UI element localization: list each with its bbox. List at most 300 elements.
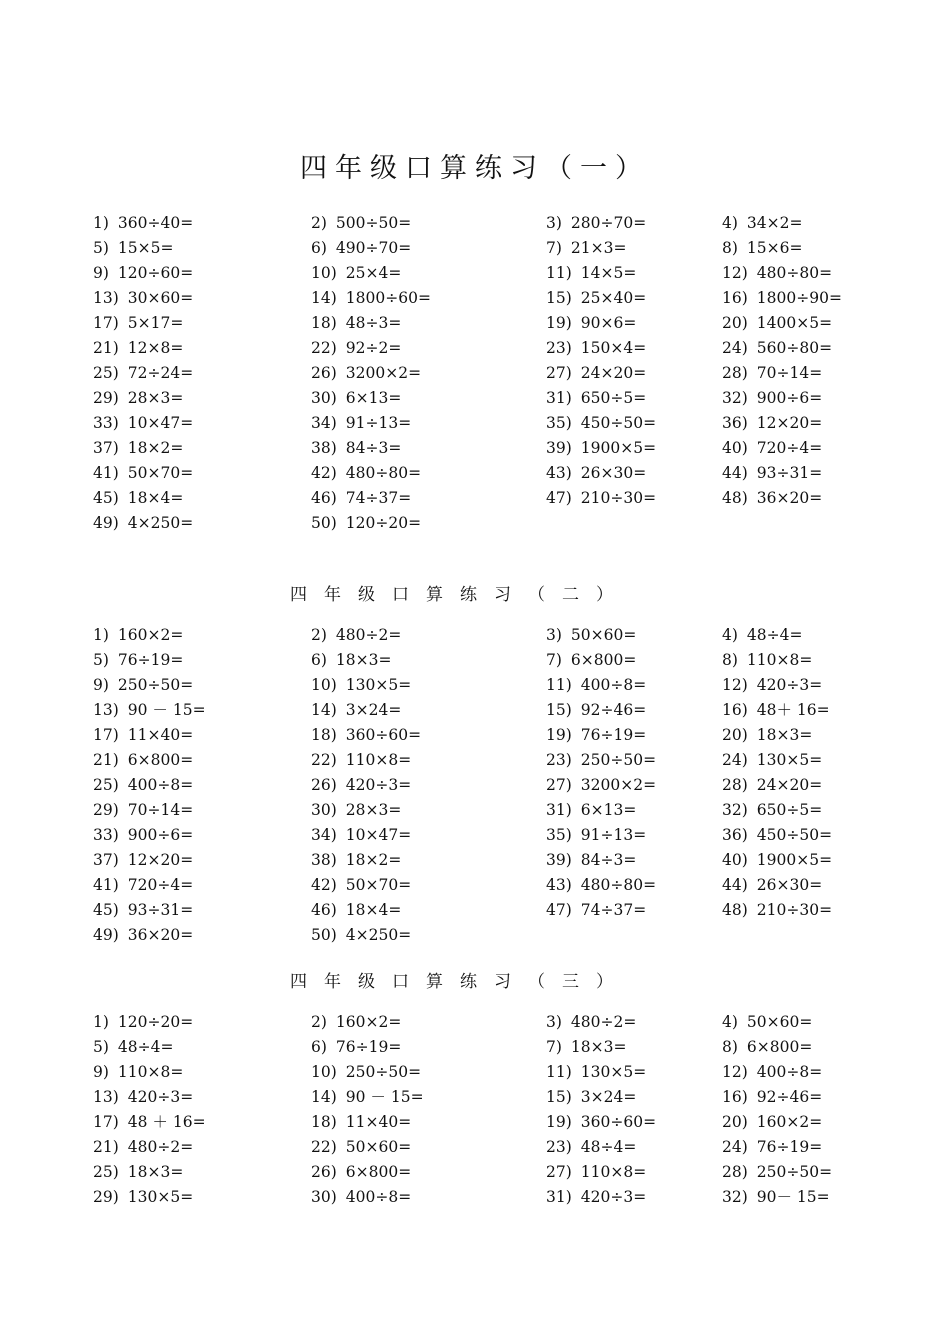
problem-item [93,311,183,336]
problem-item [93,411,193,436]
problem-number: 46) [311,901,337,919]
problem-expression: 6×800= [127,751,194,769]
problem-number: 23) [546,751,572,769]
problem-number: 25) [93,776,119,794]
problem-item [93,486,183,511]
problem-expression: 90×6= [580,314,637,332]
problem-number: 24) [722,339,748,357]
problem-item [311,648,391,673]
problem-expression: 120÷60= [117,264,194,282]
problem-number: 48) [722,901,748,919]
problem-item [311,1060,421,1085]
problem-number: 7) [546,1038,562,1056]
problem-item [546,311,636,336]
problem-item [311,923,411,948]
problem-expression: 76÷19= [580,726,647,744]
problem-item [722,311,832,336]
problem-number: 32) [722,1188,748,1206]
problem-item [546,1135,636,1160]
problem-number: 14) [311,289,337,307]
problem-expression: 130×5= [580,1063,647,1081]
problem-item [93,748,193,773]
problem-number: 19) [546,314,572,332]
problem-expression: 18×3= [127,1163,184,1181]
problem-item [546,698,646,723]
problem-number: 20) [722,726,748,744]
problem-expression: 24×20= [756,776,823,794]
problem-item [311,823,411,848]
problem-number: 38) [311,439,337,457]
problem-item [93,898,193,923]
problem-expression: 650÷5= [756,801,823,819]
problem-expression: 450÷50= [756,826,833,844]
problem-item [311,798,401,823]
problem-item [546,748,656,773]
problem-number: 37) [93,851,119,869]
problem-expression: 210÷30= [580,489,657,507]
problem-item [93,386,183,411]
problem-item [311,1110,411,1135]
problem-item [311,723,421,748]
problem-item [93,823,193,848]
problem-item [546,1060,646,1085]
problem-item [93,461,193,486]
problem-expression: 26×30= [756,876,823,894]
problem-item [722,461,822,486]
problem-expression: 560÷80= [756,339,833,357]
problem-item [311,286,431,311]
problem-number: 42) [311,876,337,894]
problem-expression: 6×800= [746,1038,813,1056]
problem-number: 45) [93,489,119,507]
problem-item [93,848,193,873]
problem-expression: 250÷50= [756,1163,833,1181]
problem-item [93,873,193,898]
problem-expression: 50×60= [746,1013,813,1031]
problem-expression: 160×2= [117,626,184,644]
problem-expression: 50×70= [127,464,194,482]
problem-item [546,648,636,673]
problem-item [546,848,636,873]
problem-number: 5) [93,651,109,669]
problem-expression: 3200×2= [580,776,657,794]
problem-number: 31) [546,389,572,407]
problem-item [311,461,421,486]
problem-expression: 74÷37= [345,489,412,507]
problem-expression: 72÷24= [127,364,194,382]
problem-number: 21) [93,339,119,357]
problem-item [722,236,802,261]
problem-number: 30) [311,1188,337,1206]
problem-expression: 93÷31= [756,464,823,482]
problem-item [546,486,656,511]
problem-expression: 26×30= [580,464,647,482]
problem-number: 26) [311,1163,337,1181]
problem-number: 44) [722,464,748,482]
problem-item [546,261,636,286]
problem-number: 28) [722,776,748,794]
problem-expression: 18×3= [335,651,392,669]
problem-number: 4) [722,214,738,232]
problem-number: 18) [311,726,337,744]
problem-number: 6) [311,239,327,257]
problem-number: 40) [722,439,748,457]
problem-item [546,336,646,361]
problem-expression: 720÷4= [756,439,823,457]
problem-number: 44) [722,876,748,894]
problem-item [722,1185,830,1210]
problem-number: 1) [93,214,109,232]
problem-expression: 160×2= [756,1113,823,1131]
problem-expression: 900÷6= [756,389,823,407]
problem-item [311,1010,401,1035]
problem-expression: 3×24= [345,701,402,719]
problem-number: 36) [722,826,748,844]
problem-expression: 130×5= [127,1188,194,1206]
problem-expression: 92÷46= [580,701,647,719]
problem-item [93,1060,183,1085]
problem-number: 37) [93,439,119,457]
problem-item [311,361,421,386]
problem-item [311,848,401,873]
problem-item [93,1185,193,1210]
problem-expression: 34×2= [746,214,803,232]
problem-expression: 14×5= [580,264,637,282]
problem-item [722,798,822,823]
problem-item [93,261,193,286]
problem-expression: 480÷80= [345,464,422,482]
problem-number: 3) [546,626,562,644]
problem-number: 16) [722,289,748,307]
problem-expression: 250÷50= [345,1063,422,1081]
problem-expression: 25×40= [580,289,647,307]
problem-expression: 48÷3= [345,314,402,332]
problem-number: 28) [722,1163,748,1181]
section-title-2: 四年级口算练习（二） [290,585,630,605]
problem-item [722,486,822,511]
problem-expression: 91÷13= [580,826,647,844]
problem-expression: 110×8= [345,751,412,769]
problem-item [722,361,822,386]
problem-expression: 12×8= [127,339,184,357]
problem-expression: 420÷3= [345,776,412,794]
problem-item [546,1035,626,1060]
problem-expression: 3×24= [580,1088,637,1106]
problem-expression: 18×4= [127,489,184,507]
problem-item [93,923,193,948]
problem-number: 7) [546,239,562,257]
problem-number: 4) [722,1013,738,1031]
problem-expression: 25×4= [345,264,402,282]
problem-number: 35) [546,826,572,844]
problem-expression: 12×20= [127,851,194,869]
problem-item [722,823,832,848]
problem-item [722,386,822,411]
problem-expression: 160×2= [335,1013,402,1031]
problem-expression: 48÷4= [746,626,803,644]
problem-number: 34) [311,826,337,844]
problem-number: 11) [546,676,572,694]
problem-expression: 90 － 15= [127,701,206,719]
problem-expression: 10×47= [127,414,194,432]
problem-expression: 36×20= [756,489,823,507]
problem-number: 27) [546,364,572,382]
problem-item [93,723,193,748]
problem-number: 12) [722,1063,748,1081]
problem-expression: 480÷80= [580,876,657,894]
problem-item [93,1160,183,1185]
problem-number: 25) [93,364,119,382]
problem-expression: 3200×2= [345,364,422,382]
problem-number: 26) [311,776,337,794]
problem-number: 17) [93,1113,119,1131]
problem-item [722,673,822,698]
problem-number: 45) [93,901,119,919]
problem-expression: 48÷4= [580,1138,637,1156]
problem-number: 47) [546,901,572,919]
problem-number: 22) [311,339,337,357]
problem-item [93,673,193,698]
problem-number: 20) [722,314,748,332]
problem-item [546,1085,636,1110]
problem-item [93,1035,173,1060]
problem-expression: 50×70= [345,876,412,894]
problem-item [546,1185,646,1210]
problem-expression: 91÷13= [345,414,412,432]
problem-number: 27) [546,1163,572,1181]
problem-expression: 76÷19= [335,1038,402,1056]
problem-item [311,411,411,436]
problem-expression: 36×20= [127,926,194,944]
section-title-1: 四年级口算练习（一） [300,153,650,184]
section-title-3: 四年级口算练习（三） [290,972,630,992]
problem-expression: 11×40= [127,726,194,744]
problem-number: 28) [722,364,748,382]
problem-expression: 4×250= [127,514,194,532]
problem-expression: 5×17= [127,314,184,332]
problem-number: 21) [93,751,119,769]
problem-item [546,798,636,823]
problem-expression: 150×4= [580,339,647,357]
problem-item [311,1135,411,1160]
problem-number: 19) [546,1113,572,1131]
problem-expression: 28×3= [345,801,402,819]
problem-item [93,211,193,236]
problem-item [93,286,193,311]
problem-expression: 28×3= [127,389,184,407]
problem-expression: 1900×5= [756,851,833,869]
problem-number: 15) [546,289,572,307]
problem-item [722,723,812,748]
problem-item [722,898,832,923]
problem-number: 9) [93,1063,109,1081]
problem-item [311,1035,401,1060]
problem-number: 13) [93,289,119,307]
problem-number: 5) [93,1038,109,1056]
problem-item [546,1110,656,1135]
problem-expression: 18×2= [127,439,184,457]
problem-number: 14) [311,701,337,719]
problem-expression: 1400×5= [756,314,833,332]
problem-number: 18) [311,1113,337,1131]
problem-number: 11) [546,1063,572,1081]
problem-expression: 420÷3= [756,676,823,694]
problem-expression: 92÷46= [756,1088,823,1106]
problem-item [546,436,656,461]
problem-item [546,211,646,236]
problem-item [722,336,832,361]
problem-number: 31) [546,801,572,819]
problem-item [546,673,646,698]
problem-number: 6) [311,651,327,669]
problem-number: 42) [311,464,337,482]
problem-number: 49) [93,926,119,944]
problem-item [546,411,656,436]
problem-number: 9) [93,264,109,282]
problem-expression: 400÷8= [127,776,194,794]
problem-expression: 650÷5= [580,389,647,407]
problem-item [311,336,401,361]
problem-expression: 110×8= [580,1163,647,1181]
problem-expression: 420÷3= [580,1188,647,1206]
problem-number: 33) [93,414,119,432]
problem-expression: 15×5= [117,239,174,257]
problem-number: 16) [722,701,748,719]
problem-number: 50) [311,926,337,944]
problem-item [722,623,802,648]
problem-number: 49) [93,514,119,532]
problem-number: 14) [311,1088,337,1106]
problem-number: 23) [546,339,572,357]
problem-number: 13) [93,1088,119,1106]
problem-expression: 480÷2= [335,626,402,644]
problem-number: 26) [311,364,337,382]
problem-number: 23) [546,1138,572,1156]
problem-item [546,361,646,386]
problem-expression: 18×3= [756,726,813,744]
problem-number: 41) [93,876,119,894]
problem-item [93,798,193,823]
problem-number: 22) [311,751,337,769]
problem-number: 32) [722,801,748,819]
problem-number: 39) [546,439,572,457]
problem-item [311,1085,424,1110]
problem-item [311,486,411,511]
problem-number: 1) [93,1013,109,1031]
problem-expression: 1800÷90= [756,289,842,307]
problem-expression: 450÷50= [580,414,657,432]
problem-expression: 250÷50= [580,751,657,769]
problem-item [546,286,646,311]
problem-number: 24) [722,1138,748,1156]
problem-number: 43) [546,876,572,894]
problem-expression: 93÷31= [127,901,194,919]
problem-item [93,1085,193,1110]
problem-item [546,873,656,898]
problem-expression: 360÷40= [117,214,194,232]
problem-number: 4) [722,626,738,644]
problem-item [722,1010,812,1035]
problem-expression: 480÷2= [570,1013,637,1031]
problem-number: 16) [722,1088,748,1106]
problem-number: 29) [93,1188,119,1206]
problem-expression: 48 ＋ 16= [127,1113,206,1131]
problem-item [93,1135,193,1160]
problem-expression: 74÷37= [580,901,647,919]
problem-expression: 50×60= [345,1138,412,1156]
problem-expression: 130×5= [345,676,412,694]
problem-expression: 130×5= [756,751,823,769]
problem-expression: 4×250= [345,926,412,944]
problem-number: 31) [546,1188,572,1206]
problem-expression: 6×800= [570,651,637,669]
problem-expression: 90－ 15= [756,1188,830,1206]
problem-number: 8) [722,239,738,257]
problem-number: 13) [93,701,119,719]
problem-number: 17) [93,314,119,332]
problem-expression: 280÷70= [570,214,647,232]
problem-item [722,873,822,898]
problem-item [722,1160,832,1185]
problem-number: 2) [311,214,327,232]
problem-expression: 480÷2= [127,1138,194,1156]
problem-number: 8) [722,1038,738,1056]
problem-number: 10) [311,1063,337,1081]
problem-item [722,436,822,461]
problem-expression: 84÷3= [580,851,637,869]
problem-number: 47) [546,489,572,507]
problem-number: 15) [546,1088,572,1106]
problem-item [722,648,812,673]
problem-number: 3) [546,214,562,232]
problem-number: 30) [311,801,337,819]
problem-item [311,386,401,411]
problem-item [311,898,401,923]
problem-number: 17) [93,726,119,744]
problem-item [311,436,401,461]
problem-number: 29) [93,801,119,819]
problem-number: 48) [722,489,748,507]
problem-number: 12) [722,264,748,282]
problem-expression: 76÷19= [756,1138,823,1156]
problem-number: 12) [722,676,748,694]
problem-item [311,311,401,336]
problem-item [311,673,411,698]
problem-expression: 250÷50= [117,676,194,694]
problem-number: 39) [546,851,572,869]
problem-expression: 490÷70= [335,239,412,257]
problem-item [722,773,822,798]
problem-expression: 15×6= [746,239,803,257]
problem-expression: 110×8= [117,1063,184,1081]
problem-number: 1) [93,626,109,644]
problem-expression: 210÷30= [756,901,833,919]
problem-item [311,623,401,648]
problem-number: 9) [93,676,109,694]
problem-item [546,236,626,261]
problem-expression: 360÷60= [580,1113,657,1131]
problem-expression: 1900×5= [580,439,657,457]
problem-expression: 70÷14= [756,364,823,382]
problem-number: 34) [311,414,337,432]
problem-item [722,1060,822,1085]
problem-expression: 360÷60= [345,726,422,744]
problem-number: 2) [311,1013,327,1031]
problem-expression: 10×47= [345,826,412,844]
problem-expression: 92÷2= [345,339,402,357]
problem-item [546,898,646,923]
problem-expression: 6×13= [345,389,402,407]
